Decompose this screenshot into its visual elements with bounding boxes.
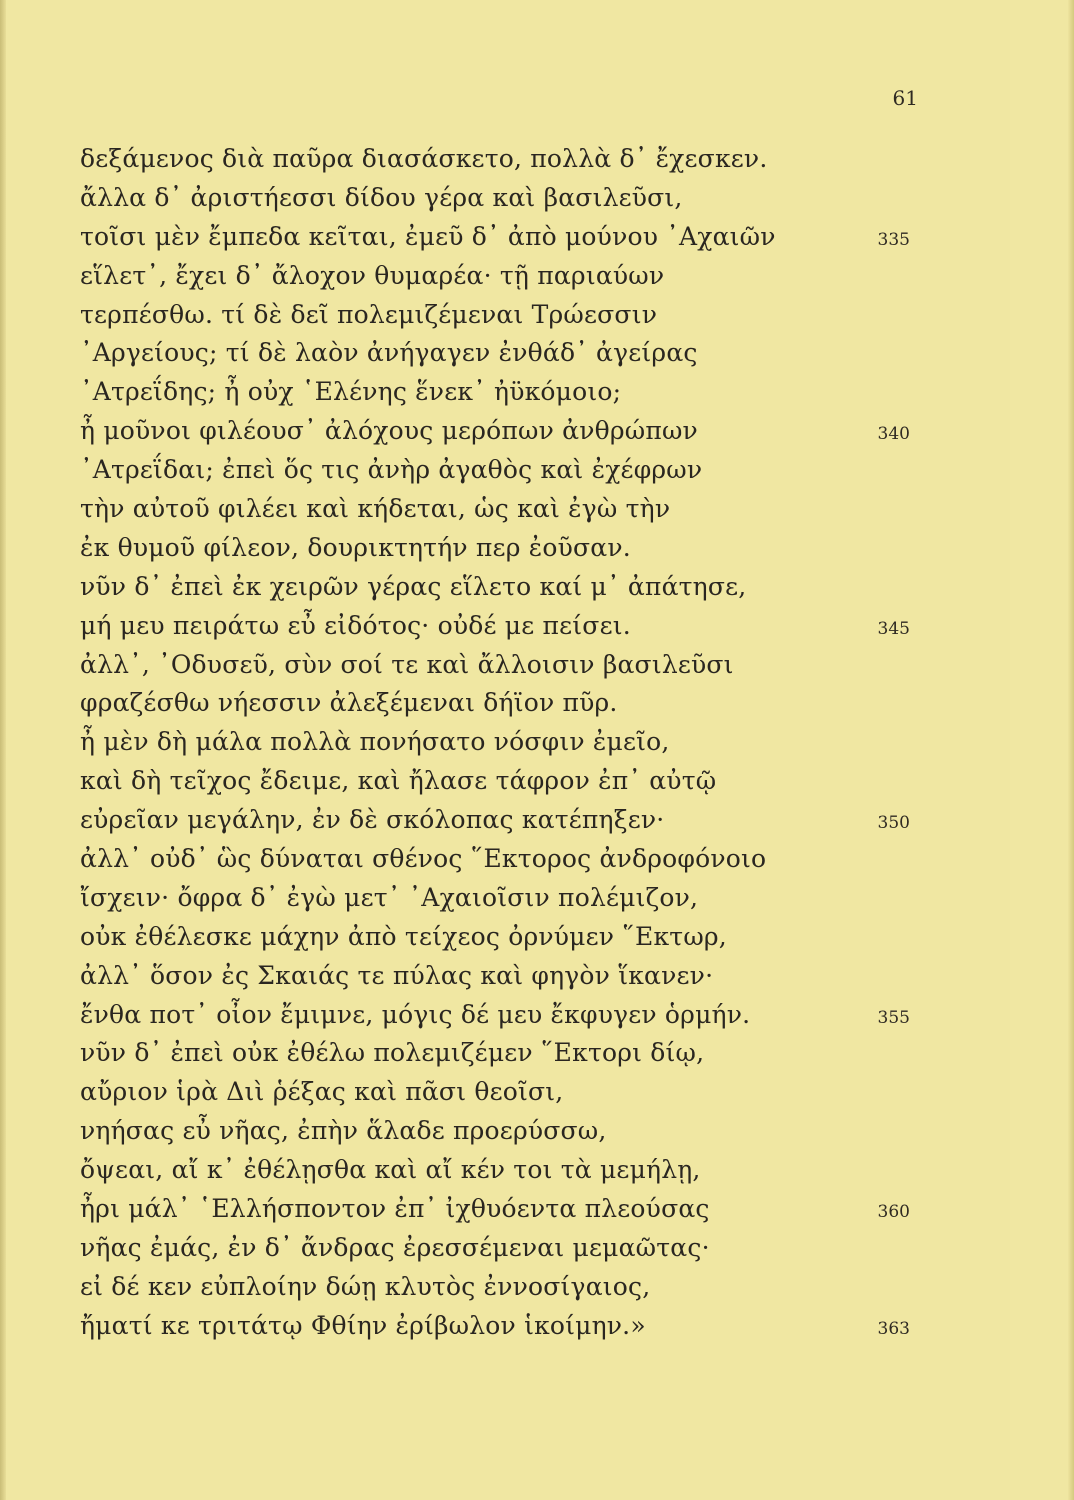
verse-line bbox=[80, 840, 910, 879]
verse-text: ἤματί κε τριτάτῳ Φθίην ἐρίβωλον ἱκοίμην.» bbox=[80, 1310, 646, 1340]
verse-text: ᾽Ατρεΐδαι; ἐπεὶ ὅς τις ἀνὴρ ἀγαθὸς καὶ ἐχέφρων bbox=[80, 455, 703, 485]
verse-line bbox=[80, 296, 910, 335]
verse-line bbox=[80, 179, 910, 218]
verse-line bbox=[80, 957, 910, 996]
verse-line bbox=[80, 879, 910, 918]
verse-text: εἰ δέ κεν εὐπλοίην δώῃ κλυτὸς ἐννοσίγαιος, bbox=[80, 1271, 651, 1301]
verse-line bbox=[80, 1268, 910, 1307]
verse-text: ὄψεαι, αἴ κ᾽ ἐθέλῃσθα καὶ αἴ κέν τοι τὰ μεμήλῃ, bbox=[80, 1155, 701, 1185]
page-edge-right bbox=[1068, 0, 1074, 1500]
verse-line bbox=[80, 1190, 910, 1229]
verse-line bbox=[80, 1112, 910, 1151]
verse-line bbox=[80, 334, 910, 373]
line-number: 355 bbox=[877, 1007, 910, 1028]
verse-block bbox=[80, 140, 910, 1346]
verse-line bbox=[80, 1307, 910, 1346]
verse-text: τερπέσθω. τί δὲ δεῖ πολεμιζέμεναι Τρώεσσιν bbox=[80, 299, 658, 329]
verse-line bbox=[80, 218, 910, 257]
verse-text: δεξάμενος διὰ παῦρα διασάσκετο, πολλὰ δ᾽ ἔχεσκεν. bbox=[80, 144, 768, 173]
verse-text: ἐκ θυμοῦ φίλεον, δουρικτητήν περ ἐοῦσαν. bbox=[80, 532, 631, 562]
verse-line bbox=[80, 918, 910, 957]
verse-text: ἦρι μάλ᾽ ῾Ελλήσποντον ἐπ᾽ ἰχθυόεντα πλεούσας bbox=[80, 1194, 710, 1224]
verse-line bbox=[80, 568, 910, 607]
line-number: 340 bbox=[877, 424, 910, 445]
verse-line bbox=[80, 801, 910, 840]
verse-line bbox=[80, 412, 910, 451]
verse-line bbox=[80, 607, 910, 646]
verse-line bbox=[80, 1151, 910, 1190]
verse-text: ἔνθα ποτ᾽ οἶον ἔμιμνε, μόγις δέ μευ ἔκφυγεν ὁρμήν. bbox=[80, 999, 751, 1029]
verse-text: εἵλετ᾽, ἔχει δ᾽ ἄλοχον θυμαρέα· τῇ παριαύων bbox=[80, 260, 665, 290]
verse-text: ἦ μοῦνοι φιλέουσ᾽ ἀλόχους μερόπων ἀνθρώπων bbox=[80, 416, 698, 446]
verse-text: οὐκ ἐθέλεσκε μάχην ἀπὸ τείχεος ὀρνύμεν ῞Εκτωρ, bbox=[80, 921, 727, 951]
verse-text: νηήσας εὖ νῆας, ἐπὴν ἅλαδε προερύσσω, bbox=[80, 1116, 607, 1146]
verse-text: αὔριον ἱρὰ Διὶ ῥέξας καὶ πᾶσι θεοῖσι, bbox=[80, 1077, 564, 1107]
verse-text: ἄλλα δ᾽ ἀριστήεσσι δίδου γέρα καὶ βασιλεῦσι, bbox=[80, 182, 683, 212]
verse-text: τὴν αὐτοῦ φιλέει καὶ κήδεται, ὡς καὶ ἐγὼ τὴν bbox=[80, 494, 671, 524]
line-number: 345 bbox=[877, 618, 910, 639]
verse-text: μή μευ πειράτω εὖ εἰδότος· οὐδέ με πείσει. bbox=[80, 610, 631, 640]
line-number: 335 bbox=[877, 229, 910, 250]
verse-line bbox=[80, 996, 910, 1035]
verse-text: ἦ μὲν δὴ μάλα πολλὰ πονήσατο νόσφιν ἐμεῖο, bbox=[80, 727, 670, 757]
page-number: 61 bbox=[892, 86, 918, 110]
line-number: 350 bbox=[877, 813, 910, 834]
verse-line bbox=[80, 1073, 910, 1112]
verse-line bbox=[80, 723, 910, 762]
verse-line bbox=[80, 1229, 910, 1268]
verse-line bbox=[80, 373, 910, 412]
verse-text: εὐρεῖαν μεγάλην, ἐν δὲ σκόλοπας κατέπηξεν· bbox=[80, 805, 665, 835]
verse-line bbox=[80, 762, 910, 801]
verse-text: ἀλλ᾽, ᾽Οδυσεῦ, σὺν σοί τε καὶ ἄλλοισιν βασιλεῦσι bbox=[80, 649, 734, 679]
verse-line bbox=[80, 529, 910, 568]
line-number: 360 bbox=[877, 1202, 910, 1223]
page-edge-left bbox=[0, 0, 6, 1500]
verse-text: νῆας ἐμάς, ἐν δ᾽ ἄνδρας ἐρεσσέμεναι μεμαῶτας· bbox=[80, 1232, 710, 1262]
verse-text: τοῖσι μὲν ἔμπεδα κεῖται, ἐμεῦ δ᾽ ἀπὸ μούνου ᾽Αχαιῶν bbox=[80, 221, 776, 251]
verse-line bbox=[80, 1034, 910, 1073]
verse-line bbox=[80, 646, 910, 685]
line-number: 363 bbox=[877, 1318, 910, 1339]
verse-line bbox=[80, 684, 910, 723]
verse-line bbox=[80, 490, 910, 529]
verse-text: ἴσχειν· ὄφρα δ᾽ ἐγὼ μετ᾽ ᾽Αχαιοῖσιν πολέμιζον, bbox=[80, 882, 699, 912]
verse-line bbox=[80, 257, 910, 296]
verse-text: νῦν δ᾽ ἐπεὶ οὐκ ἐθέλω πολεμιζέμεν ῞Εκτορι δίῳ, bbox=[80, 1038, 705, 1068]
verse-text: φραζέσθω νήεσσιν ἀλεξέμεναι δήϊον πῦρ. bbox=[80, 688, 618, 718]
verse-line bbox=[80, 451, 910, 490]
verse-text: ἀλλ᾽ ὅσον ἐς Σκαιάς τε πύλας καὶ φηγὸν ἵκανεν· bbox=[80, 960, 714, 990]
verse-line bbox=[80, 140, 910, 179]
verse-text: ἀλλ᾽ οὐδ᾽ ὣς δύναται σθένος ῞Εκτορος ἀνδροφόνοιο bbox=[80, 844, 767, 874]
verse-text: ᾽Αργείους; τί δὲ λαὸν ἀνήγαγεν ἐνθάδ᾽ ἀγείρας bbox=[80, 338, 698, 368]
verse-text: νῦν δ᾽ ἐπεὶ ἐκ χειρῶν γέρας εἵλετο καί μ᾽ ἀπάτησε, bbox=[80, 571, 747, 601]
verse-text: καὶ δὴ τεῖχος ἔδειμε, καὶ ἤλασε τάφρον ἐπ᾽ αὐτῷ bbox=[80, 766, 717, 796]
verse-text: ᾽Ατρεΐδης; ἦ οὐχ ῾Ελένης ἕνεκ᾽ ἠϋκόμοιο; bbox=[80, 377, 622, 407]
